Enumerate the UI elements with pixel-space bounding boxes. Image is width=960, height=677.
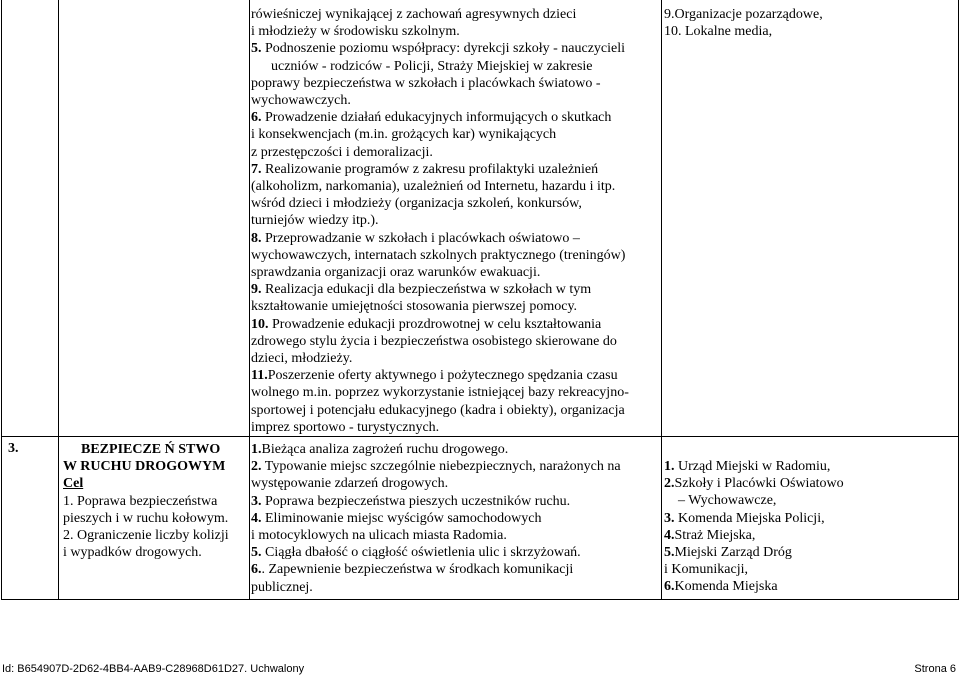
prev-actions-cell: [251, 6, 656, 436]
goal-line: pieszych i w ruchu kołowym.: [63, 510, 229, 526]
partner-line: 4.Straż Miejska,: [664, 527, 756, 543]
partner-line: 2.Szkoły i Placówki Oświatowo: [664, 476, 844, 492]
partner-line: 6.Komenda Miejska: [664, 579, 778, 595]
action-item-5: 5. Podnoszenie poziomu współpracy: dyrekcji szkoły - nauczycieli: [251, 41, 626, 57]
action-item-6: 6. Prowadzenie działań edukacyjnych informujących o skutkach: [251, 110, 612, 126]
column-divider: [249, 0, 250, 599]
partner-line: i Komunikacji,: [664, 562, 748, 578]
goal-line: i wypadków drogowych.: [63, 545, 202, 561]
partner-line: 5.Miejski Zarząd Dróg: [664, 545, 792, 561]
action-item-10: 10. Prowadzenie edukacji prozdrowotnej w celu kształtowania: [251, 316, 602, 332]
column-divider: [661, 0, 662, 599]
action-line: rówieśniczej wynikającej z zachowań agresywnych dzieci: [251, 7, 577, 22]
prev-partners-cell: [664, 6, 954, 40]
action-item-8: 8. Przeprowadzanie w szkołach i placówkach oświatowo –: [251, 230, 580, 246]
goal-line: 2. Ograniczenie liczby kolizji: [63, 528, 229, 544]
row-number: 3.: [8, 441, 19, 456]
action-line: kształtowanie umiejętności stosowania pierwszej pomocy.: [251, 299, 578, 315]
action-item-11: 11.Poszerzenie oferty aktywnego i pożytecznego spędzania czasu: [251, 368, 618, 384]
action-line: wychowawczych, internatach szkolnych praktycznego (treningów): [251, 247, 626, 263]
action-line: zdrowego stylu życia i bezpieczeństwa osobistego skierowane do: [251, 333, 617, 349]
document-id: Id: B654907D-2D62-4BB4-AAB9-C28968D61D27. Uchwalony: [2, 663, 305, 675]
partner-line: 3. Komenda Miejska Policji,: [664, 510, 825, 526]
action-line: (alkoholizm, narkomania), uzależnień od Internetu, hazardu i itp.: [251, 179, 616, 195]
row-divider: [2, 436, 958, 437]
action-line: i konsekwencjach (m.in. grożących kar) wynikających: [251, 127, 557, 143]
area-title: W RUCHU DROGOWYM: [63, 459, 226, 475]
action-item-7: 7. Realizowanie programów z zakresu profilaktyki uzależnień: [251, 161, 599, 177]
action-line: turniejów wiedzy itp.).: [251, 213, 379, 229]
action-item-9: 9. Realizacja edukacji dla bezpieczeństwa w szkołach w tym: [251, 282, 592, 298]
action-line: sportowej i potencjału edukacyjnego (kadra i obiekty), organizacja: [251, 402, 625, 418]
action-line: dzieci, młodzieży.: [251, 351, 353, 367]
action-line: publicznej.: [251, 579, 313, 595]
action-line: 4. Eliminowanie miejsc wyścigów samochodowych: [251, 510, 542, 526]
action-line: uczniów - rodziców - Policji, Straży Miejskiej w zakresie: [271, 58, 593, 74]
action-line: imprez sportowo - turystycznych.: [251, 419, 440, 435]
action-line: i młodzieży w środowisku szkolnym.: [251, 24, 460, 40]
action-line: i motocyklowych na ulicach miasta Radomia.: [251, 528, 507, 544]
action-line: 2. Typowanie miejsc szczególnie niebezpiecznych, narażonych na: [251, 459, 621, 475]
actions-cell: [251, 441, 656, 596]
page-number: Strona 6: [914, 663, 956, 675]
action-line: z przestępczości i demoralizacji.: [251, 144, 433, 160]
action-line: wśród dzieci i młodzieży (organizacja szkoleń, konkursów,: [251, 196, 582, 212]
action-line: 6.. Zapewnienie bezpieczeństwa w środkach komunikacji: [251, 562, 574, 578]
goal-line: 1. Poprawa bezpieczeństwa: [63, 493, 218, 509]
action-line: 3. Poprawa bezpieczeństwa pieszych uczestników ruchu.: [251, 493, 571, 509]
action-line: wolnego m.in. poprzez wykorzystanie istniejącej bazy rekreacyjno-: [251, 385, 629, 401]
area-title: BEZPIECZE Ń STWO: [81, 442, 221, 457]
partner-line: 1. Urząd Miejski w Radomiu,: [664, 459, 831, 474]
action-line: wychowawczych.: [251, 93, 351, 109]
action-line: sprawdzania organizacji oraz warunków ewakuacji.: [251, 265, 541, 281]
partner-line: 9.Organizacje pozarządowe,: [664, 7, 823, 22]
partner-line: 10. Lokalne media,: [664, 24, 773, 40]
action-line: występowanie zdarzeń drogowych.: [251, 476, 449, 492]
goal-label: Cel: [63, 476, 84, 492]
action-line: poprawy bezpieczeństwa w szkołach i placówkach światowo -: [251, 75, 601, 91]
area-cell: [63, 441, 247, 561]
column-divider: [58, 0, 59, 599]
action-line: 5. Ciągła dbałość o ciągłość oświetlenia ulic i skrzyżowań.: [251, 545, 581, 561]
action-line: 1.Bieżąca analiza zagrożeń ruchu drogowego.: [251, 442, 509, 457]
partners-cell: [664, 458, 954, 596]
partner-line: – Wychowawcze,: [678, 493, 777, 509]
